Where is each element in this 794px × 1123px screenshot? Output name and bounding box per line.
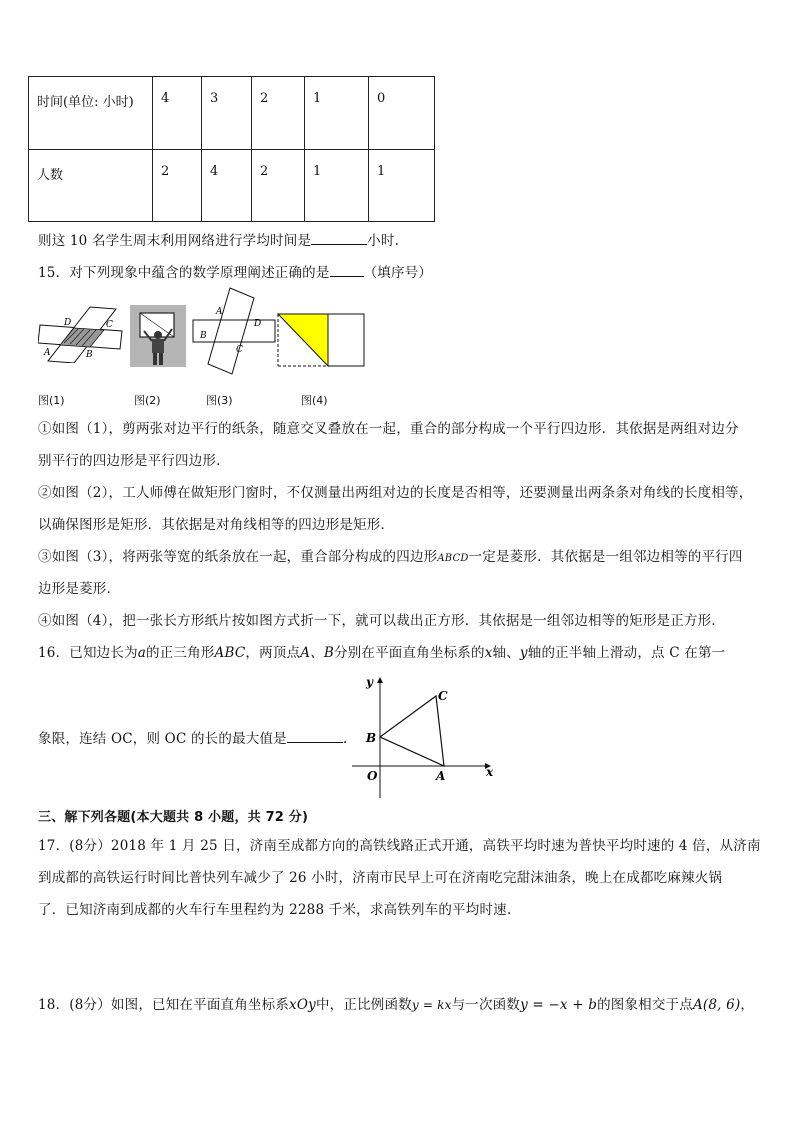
q17-line-1: 17．(8分）2018 年 1 月 25 日，济南至成都方向的高铁线路正式开通，高铁平均时速为普快平均时速的 4 倍，从济南	[38, 838, 761, 854]
table-cell: 4	[153, 77, 202, 150]
q16-var-ab: A、B	[300, 645, 334, 661]
figure-2-worker	[130, 305, 186, 367]
q18-text-2: 中，正比例函数	[315, 997, 412, 1013]
time-count-table	[28, 76, 435, 222]
table-cell: 1	[305, 150, 369, 222]
q16-line-2	[38, 727, 347, 747]
q18-text-1: 18．(8分）如图，已知在平面直角坐标系	[38, 997, 290, 1013]
q15-stem-after: （填序号）	[363, 265, 433, 281]
q14-answer-line	[38, 229, 399, 249]
table-header-cell: 人数	[29, 150, 153, 222]
q16-text-1: 16．已知边长为	[38, 645, 138, 661]
caption-fig1: 图(1)	[38, 394, 65, 407]
fig3-label-a: A	[216, 307, 223, 317]
q16-text-4: 分别在平面直角坐标系的	[333, 645, 485, 661]
figure-4-fold	[276, 312, 368, 388]
q16-var-abc: ABC	[214, 645, 246, 661]
q18-text-5: ，	[740, 997, 755, 1013]
q16-var-x: x	[484, 645, 493, 661]
q18-point-a: A(8, 6)	[692, 997, 741, 1013]
q16-text-3: ，两顶点	[245, 645, 301, 661]
q16-var-a: a	[137, 645, 147, 661]
q16-text-6: 轴的正半轴上滑动，点 C 在第一	[527, 645, 726, 661]
q16-fig-x: x	[486, 765, 494, 779]
q15-statement-4: ④如图（4），把一张长方形纸片按如图方式折一下，就可以裁出正方形．其依据是一组邻边相等的矩形是正方形．	[38, 613, 726, 629]
q15-statement-1-cont: 别平行的四边形是平行四边形．	[38, 453, 230, 469]
s3-var-abcd: ABCD	[437, 553, 469, 564]
fig3-label-b: B	[200, 331, 207, 341]
s3-text-a: ③如图（3），将两张等宽的纸条放在一起，重合部分构成的四边形	[38, 549, 438, 565]
q17-line-2: 到成都的高铁运行时间比普快列车减少了 26 小时，济南市民早上可在济南吃完甜沫油条，晚上在成都吃麻辣火锅	[38, 870, 723, 886]
q16-coordinate-figure	[350, 672, 500, 804]
fig1-label-c: C	[106, 320, 113, 330]
q16-fig-b: B	[366, 731, 377, 745]
table-cell: 1	[369, 150, 435, 222]
fig3-label-c: C	[236, 345, 243, 355]
q18-var-xoy: xOy	[289, 997, 316, 1013]
q16-text-line2: 象限，连结 OC，则 OC 的长的最大值是	[38, 731, 287, 747]
fig1-label-d: D	[64, 318, 72, 328]
q16-fig-o: O	[367, 769, 378, 783]
q15-statement-1: ①如图（1），剪两张对边平行的纸条，随意交叉叠放在一起，重合的部分构成一个平行四边形．其依据是两组对边分	[38, 421, 739, 437]
q16-text-2: 的正三角形	[146, 645, 215, 661]
q16-var-y: y	[519, 645, 528, 661]
q14-text: 则这 10 名学生周末利用网络进行学均时间是	[38, 233, 312, 249]
q16-text-after: .	[342, 731, 348, 747]
q18-text-4: 的图象相交于点	[597, 997, 693, 1013]
fig1-label-b: B	[86, 350, 93, 360]
q14-text-after: 小时.	[367, 233, 400, 249]
s3-text-c: 一定是菱形．其依据是一组邻边相等的平行四	[468, 549, 743, 565]
q16-fig-y: y	[366, 675, 373, 689]
q15-statement-3	[38, 545, 743, 565]
q16-fig-c: C	[438, 689, 448, 703]
table-cell: 2	[153, 150, 202, 222]
fig3-label-d: D	[254, 319, 262, 329]
q15-statement-2-cont: 以确保图形是矩形．其依据是对角线相等的四边形是矩形．	[38, 517, 395, 533]
q18-formula-2: y = −x + b	[520, 997, 598, 1013]
section-3-heading: 三、解下列各题(本大题共 8 小题，共 72 分)	[38, 810, 309, 825]
fig1-label-a: A	[44, 348, 51, 358]
q15-stem	[38, 261, 432, 281]
q15-statement-2: ②如图（2），工人师傅在做矩形门窗时，不仅测量出两组对边的长度是否相等，还要测量出两条条对角线的长度相等，	[38, 485, 753, 501]
answer-blank[interactable]	[287, 730, 343, 743]
table-cell: 2	[252, 77, 305, 150]
q16-text-5: 轴、	[492, 645, 520, 661]
table-cell: 0	[369, 77, 435, 150]
table-cell: 3	[202, 77, 252, 150]
caption-fig2: 图(2)	[134, 394, 161, 407]
q18-formula-1: y = kx	[411, 998, 452, 1012]
q18-stem	[38, 993, 754, 1013]
q16-fig-a: A	[436, 769, 446, 783]
q17-line-3: 了．已知济南到成都的火车行车里程约为 2288 千米，求高铁列车的平均时速.	[38, 902, 512, 918]
caption-fig4: 图(4)	[301, 394, 328, 407]
table-row	[29, 150, 435, 222]
table-cell: 4	[202, 150, 252, 222]
table-cell: 1	[305, 77, 369, 150]
table-header-cell: 时间(单位: 小时)	[29, 77, 153, 150]
q16-stem	[38, 641, 725, 661]
figure-1-strips	[38, 305, 124, 363]
q15-stem-text: 15．对下列现象中蕴含的数学原理阐述正确的是	[38, 265, 330, 281]
caption-fig3: 图(3)	[206, 394, 233, 407]
figure-3-rhombus-strips	[192, 286, 278, 376]
q18-text-3: 与一次函数	[451, 997, 521, 1013]
table-row	[29, 77, 435, 150]
answer-blank[interactable]	[330, 264, 364, 277]
answer-blank[interactable]	[311, 232, 367, 245]
table-cell: 2	[252, 150, 305, 222]
q15-statement-3-cont: 边形是菱形．	[38, 581, 121, 597]
